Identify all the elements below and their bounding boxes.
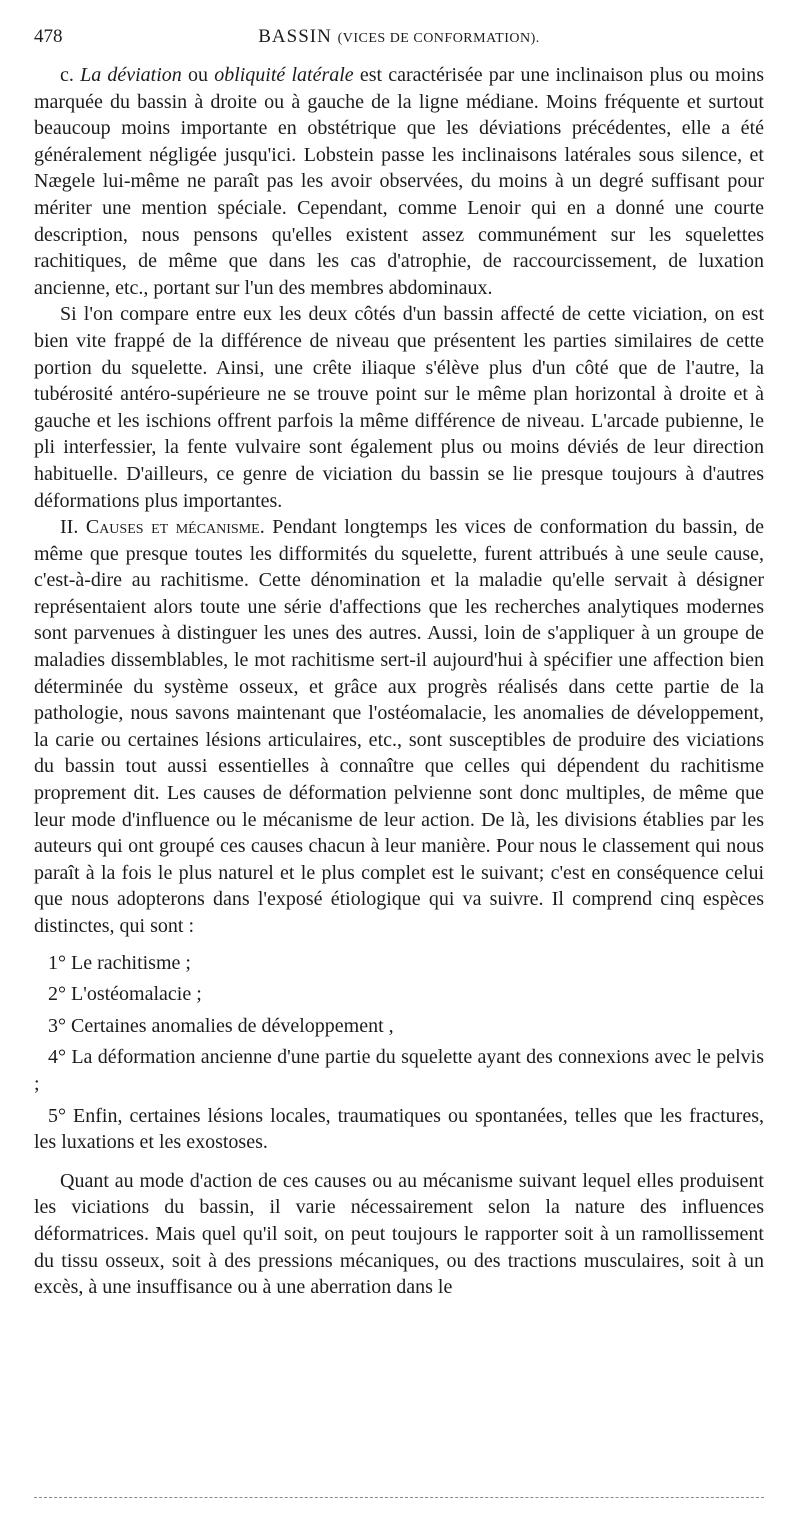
body-text bbox=[34, 62, 764, 1301]
paragraph-deviation-text: est caractérisée par une inclinaison plus ou moins marquée du bassin à droite ou à gauche de la ligne médiane. Moins fréquente et surtout beaucoup moins importante en obstétrique que les déviations précédentes, elle a été généralement négligée jusqu'ici. Lobstein passe les inclinaisons latérales sous silence, et Nægele lui-même ne paraît pas les avoir observées, du moins à un degré suffisant pour mériter une mention spéciale. Cependant, comme Lenoir qui en a donné une courte description, nous pensons qu'elles existent assez communément sur les squelettes rachitiques, de même que dans les cas d'atrophie, de raccourcissement, de luxation ancienne, etc., portant sur l'un des membres abdominaux. bbox=[34, 64, 765, 299]
running-title bbox=[34, 22, 764, 54]
list-item: 1° Le rachitisme ; bbox=[48, 951, 191, 974]
term-obliquite: obliquité latérale bbox=[214, 64, 354, 86]
page-number: 478 bbox=[34, 26, 63, 47]
list-item: 3° Certaines anomalies de développement , bbox=[48, 1014, 394, 1037]
paragraph-causes bbox=[34, 514, 764, 940]
section-marker: c. bbox=[60, 64, 74, 86]
running-title-sub: (VICES DE CONFORMATION). bbox=[337, 31, 540, 46]
list-item: 2° L'ostéomalacie ; bbox=[48, 983, 202, 1006]
causes-list bbox=[34, 950, 764, 1156]
paragraph-causes-text: Pendant longtemps les vices de conformation du bassin, de même que presque toutes les difformités du squelette, furent attribués à une seule cause, c'est-à-dire au rachitisme. Cette dénomination et la maladie qu'elle servait à désigner représentaient alors toute une série d'affections que les recherches analytiques modernes sont parvenues à distinguer les unes des autres. Aussi, loin de s'appliquer à un groupe de maladies dissemblables, le mot rachitisme sert-il aujourd'hui à spécifier une affection bien déterminée du système osseux, et grâce aux progrès réalisés dans cette partie de la pathologie, nous savons maintenant que l'ostéomalacie, les anomalies de développement, la carie ou certaines lésions articulaires, etc., sont susceptibles de produire des viciations du bassin tout aussi essentielles à connaître que celles qui dépendent du rachitisme proprement dit. Les causes de déformation pelvienne sont donc multiples, de même que leur mode d'influence ou le mécanisme de leur action. De là, les divisions établies par les auteurs qui ont groupé ces causes chacun à leur manière. Pour nous le classement qui nous paraît à la fois le plus naturel et le plus complet est le suivant; c'est en conséquence celui que nous adopterons dans l'exposé étiologique qui va suivre. Il comprend cinq espèces distinctes, qui sont : bbox=[34, 516, 765, 937]
list-item: 5° Enfin, certaines lésions locales, traumatiques ou spontanées, telles que les fractures, les luxations et les exostoses. bbox=[34, 1104, 764, 1154]
term-deviation: La déviation bbox=[80, 64, 182, 86]
paragraph-mode-action: Quant au mode d'action de ces causes ou au mécanisme suivant lequel elles produisent les viciations du bassin, il varie nécessairement selon la nature des influences déformatrices. Mais quel qu'il soit, on peut toujours le rapporter soit à un ramollissement du tissu osseux, soit à des pressions mécaniques, ou des tractions musculaires, soit à un excès, à une insuffisance ou à une aberration dans le bbox=[34, 1169, 764, 1299]
footer-rule bbox=[34, 1497, 764, 1498]
paragraph-deviation bbox=[34, 62, 764, 301]
term-connector: ou bbox=[188, 64, 208, 86]
section-heading: Causes et mécanisme. bbox=[85, 516, 265, 539]
list-item: 4° La déformation ancienne d'une partie du squelette ayant des connexions avec le pelvis ; bbox=[34, 1046, 764, 1095]
paragraph-niveau: Si l'on compare entre eux les deux côtés d'un bassin affecté de cette viciation, on est bien vite frappé de la différence de niveau que présentent les parties similaires de cette portion du squelette. Ainsi, une crête iliaque s'élève plus d'un côté que de l'autre, la tubérosité antéro-supérieure ne se trouve point sur le même plan horizontal à droite et à gauche et les ischions offrent parfois la même différence de niveau. L'arcade pubienne, le pli interfessier, la fente vulvaire sont également plus ou moins déviés de leur direction habituelle. D'ailleurs, ce genre de viciation du bassin se lie presque toujours à d'autres déformations plus importantes. bbox=[34, 303, 764, 512]
running-title-main: BASSIN bbox=[258, 26, 332, 47]
document-page bbox=[34, 22, 764, 1301]
page-header bbox=[34, 22, 764, 52]
section-numeral: II. bbox=[60, 516, 79, 539]
